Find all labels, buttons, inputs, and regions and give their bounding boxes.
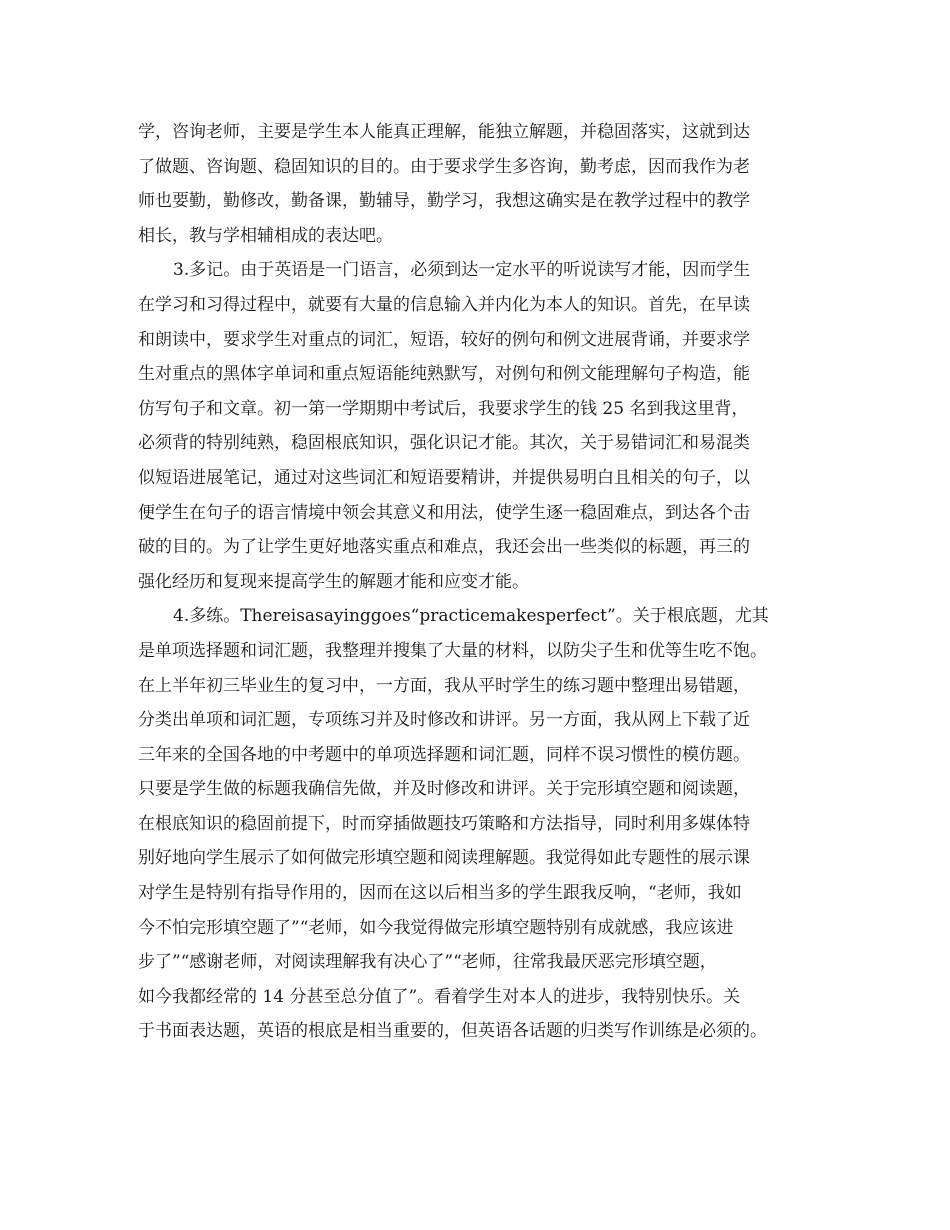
text-line: 别好地向学生展示了如何做完形填空题和阅读理解题。我觉得如此专题性的展示课	[138, 848, 750, 869]
text-line: 对学生是特别有指导作用的，因而在这以后相当多的学生跟我反响，“老师，我如	[138, 883, 742, 904]
text-line: 强化经历和复现来提高学生的解题才能和应变才能。	[138, 571, 529, 592]
text-line: 似短语进展笔记，通过对这些词汇和短语要精讲，并提供易明白且相关的句子，以	[138, 467, 750, 488]
text-line: 生对重点的黑体字单词和重点短语能纯熟默写，对例句和例文能理解句子构造，能	[138, 364, 750, 385]
text-line: 三年来的全国各地的中考题中的单项选择题和词汇题，同样不误习惯性的模仿题。	[138, 744, 750, 765]
text-line: 4.多练。Thereisasayinggoes“practicemakesperfect”。关于根底题，尤其	[173, 606, 769, 627]
text-line: 在根底知识的稳固前提下，时而穿插做题技巧策略和方法指导，同时利用多媒体特	[138, 813, 750, 834]
text-line: 师也要勤，勤修改，勤备课，勤辅导，勤学习，我想这确实是在教学过程中的教学	[138, 191, 750, 212]
text-line: 在上半年初三毕业生的复习中，一方面，我从平时学生的练习题中整理出易错题，	[138, 675, 750, 696]
text-line: 分类出单项和词汇题，专项练习并及时修改和讲评。另一方面，我从网上下载了近	[138, 710, 750, 731]
text-line: 是单项选择题和词汇题，我整理并搜集了大量的材料，以防尖子生和优等生吃不饱。	[138, 640, 767, 661]
text-line: 学，咨询老师，主要是学生本人能真正理解，能独立解题，并稳固落实，这就到达	[138, 122, 750, 142]
text-line: 如今我都经常的 14 分甚至总分值了”。看着学生对本人的进步，我特别快乐。关	[138, 986, 741, 1007]
text-line: 只要是学生做的标题我确信先做，并及时修改和讲评。关于完形填空题和阅读题，	[138, 779, 750, 800]
text-line: 步了”“感谢老师，对阅读理解我有决心了”“老师，往常我最厌恶完形填空题，	[138, 952, 717, 973]
text-line: 了做题、咨询题、稳固知识的目的。由于要求学生多咨询，勤考虑，因而我作为老	[138, 156, 750, 177]
text-line: 破的目的。为了让学生更好地落实重点和难点，我还会出一些类似的标题，再三的	[138, 537, 750, 558]
text-line: 于书面表达题，英语的根底是相当重要的，但英语各话题的归类写作训练是必须的。	[138, 1021, 767, 1042]
text-line: 3.多记。由于英语是一门语言，必须到达一定水平的听说读写才能，因而学生	[173, 260, 751, 281]
text-line: 在学习和习得过程中，就要有大量的信息输入并内化为本人的知识。首先，在早读	[138, 294, 750, 315]
text-line: 便学生在句子的语言情境中领会其意义和用法，使学生逐一稳固难点，到达各个击	[138, 502, 750, 523]
text-line: 和朗读中，要求学生对重点的词汇，短语，较好的例句和例文进展背诵，并要求学	[138, 329, 750, 350]
text-line: 必须背的特别纯熟，稳固根底知识，强化识记才能。其次，关于易错词汇和易混类	[138, 433, 750, 454]
text-line: 仿写句子和文章。初一第一学期期中考试后，我要求学生的钱 25 名到我这里背，	[138, 398, 749, 419]
body-text	[138, 115, 828, 1049]
text-line: 相长，教与学相辅相成的表达吧。	[138, 225, 393, 246]
text-line: 今不怕完形填空题了”“老师，如今我觉得做完形填空题特别有成就感，我应该进	[138, 917, 734, 938]
